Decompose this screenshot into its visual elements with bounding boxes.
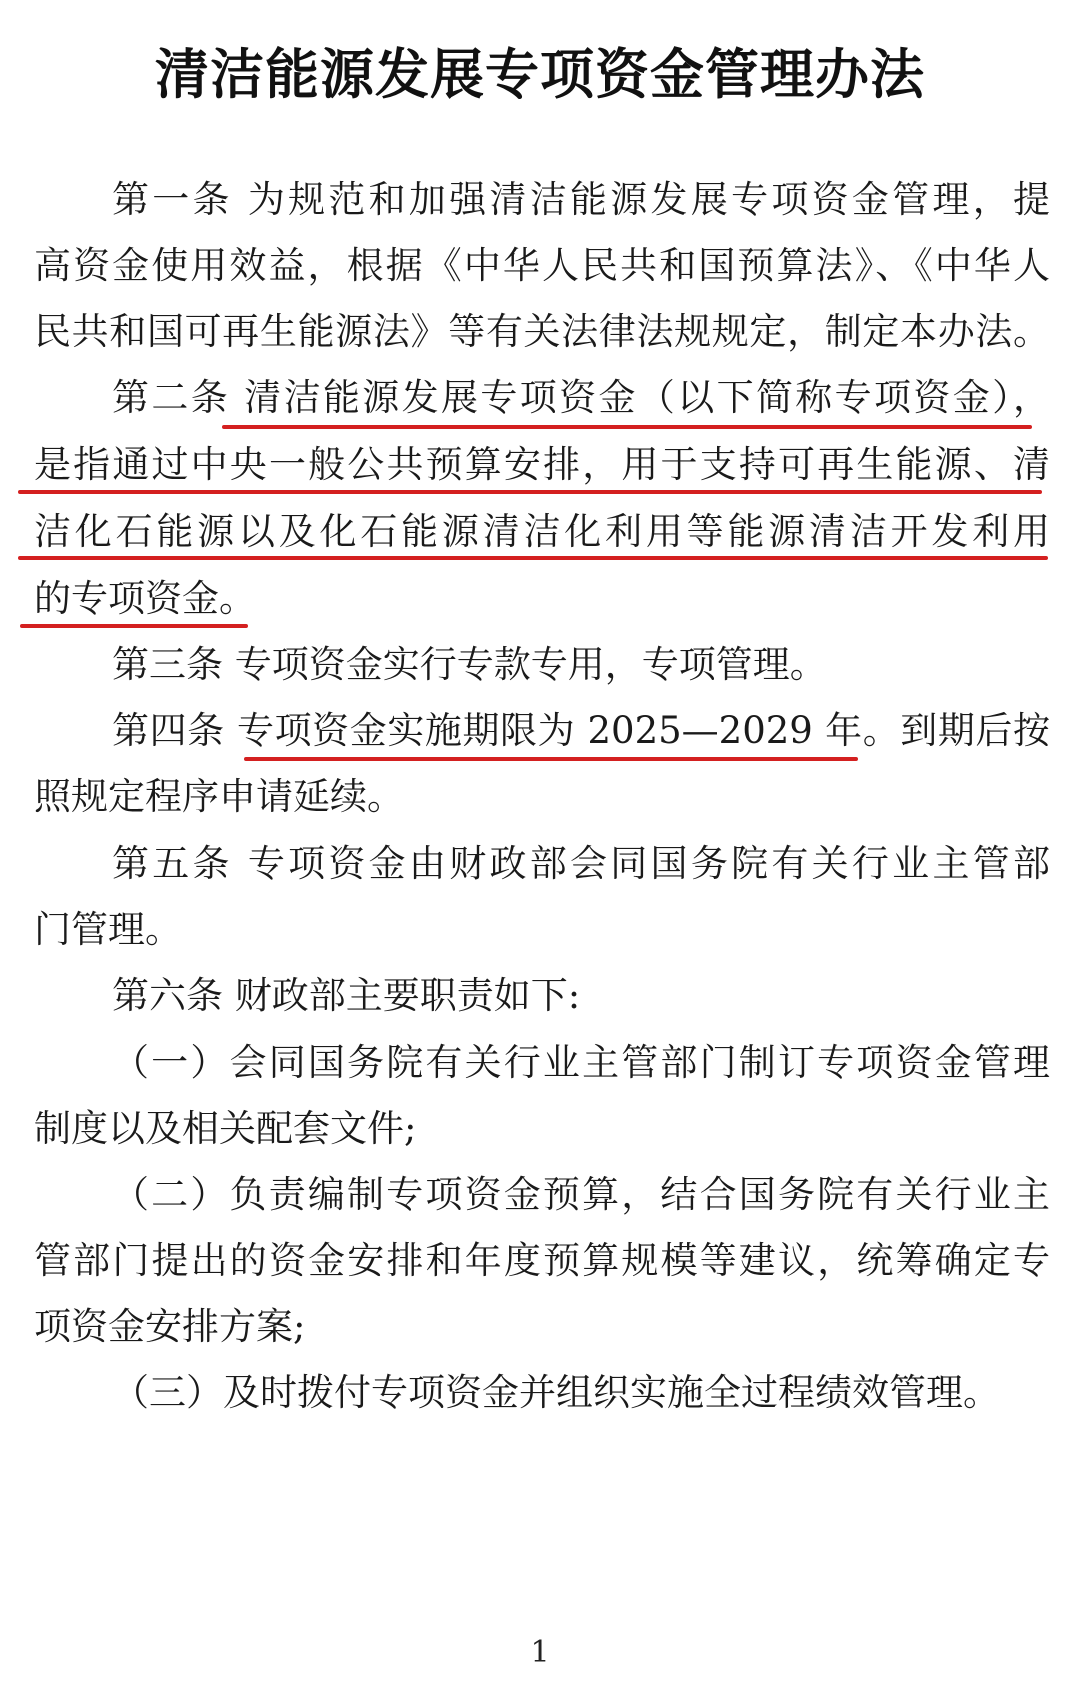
item-2-line-2: 管部门提出的资金安排和年度预算规模等建议，统筹确定专: [34, 1239, 1050, 1282]
item-2-line-3: 项资金安排方案;: [34, 1305, 306, 1348]
article-5-line-2: 门管理。: [34, 908, 182, 951]
article-4-line-2: 照规定程序申请延续。: [34, 775, 404, 818]
article-5-line-1: 第五条 专项资金由财政部会同国务院有关行业主管部: [112, 842, 1050, 885]
item-1-line-2: 制度以及相关配套文件;: [34, 1107, 417, 1150]
article-6-line-1: 第六条 财政部主要职责如下:: [112, 974, 581, 1017]
highlight-underline: [18, 556, 1048, 560]
article-2-line-1: 第二条 清洁能源发展专项资金（以下简称专项资金），: [112, 376, 1050, 419]
article-1-line-2: 高资金使用效益，根据《中华人民共和国预算法》、《中华人: [34, 244, 1050, 287]
page-number: 1: [530, 1635, 550, 1670]
item-3-line-1: （三）及时拨付专项资金并组织实施全过程绩效管理。: [112, 1371, 1000, 1414]
article-3-line-1: 第三条 专项资金实行专款专用，专项管理。: [112, 643, 827, 686]
highlight-underline: [244, 757, 858, 761]
article-2-line-2: 是指通过中央一般公共预算安排，用于支持可再生能源、清: [34, 443, 1050, 486]
article-4-line-1: 第四条 专项资金实施期限为 2025—2029 年。到期后按: [112, 709, 1050, 752]
article-1-line-3: 民共和国可再生能源法》等有关法律法规规定，制定本办法。: [34, 310, 1050, 353]
item-1-line-1: （一）会同国务院有关行业主管部门制订专项资金管理: [112, 1041, 1050, 1084]
highlight-underline: [20, 624, 248, 628]
article-2-line-3: 洁化石能源以及化石能源清洁化利用等能源清洁开发利用: [34, 510, 1050, 553]
highlight-underline: [18, 490, 1042, 494]
article-2-line-4: 的专项资金。: [34, 577, 256, 620]
item-2-line-1: （二）负责编制专项资金预算，结合国务院有关行业主: [112, 1173, 1050, 1216]
article-1-line-1: 第一条 为规范和加强清洁能源发展专项资金管理，提: [112, 178, 1050, 221]
document-title: 清洁能源发展专项资金管理办法: [155, 43, 925, 106]
highlight-underline: [222, 425, 1032, 429]
